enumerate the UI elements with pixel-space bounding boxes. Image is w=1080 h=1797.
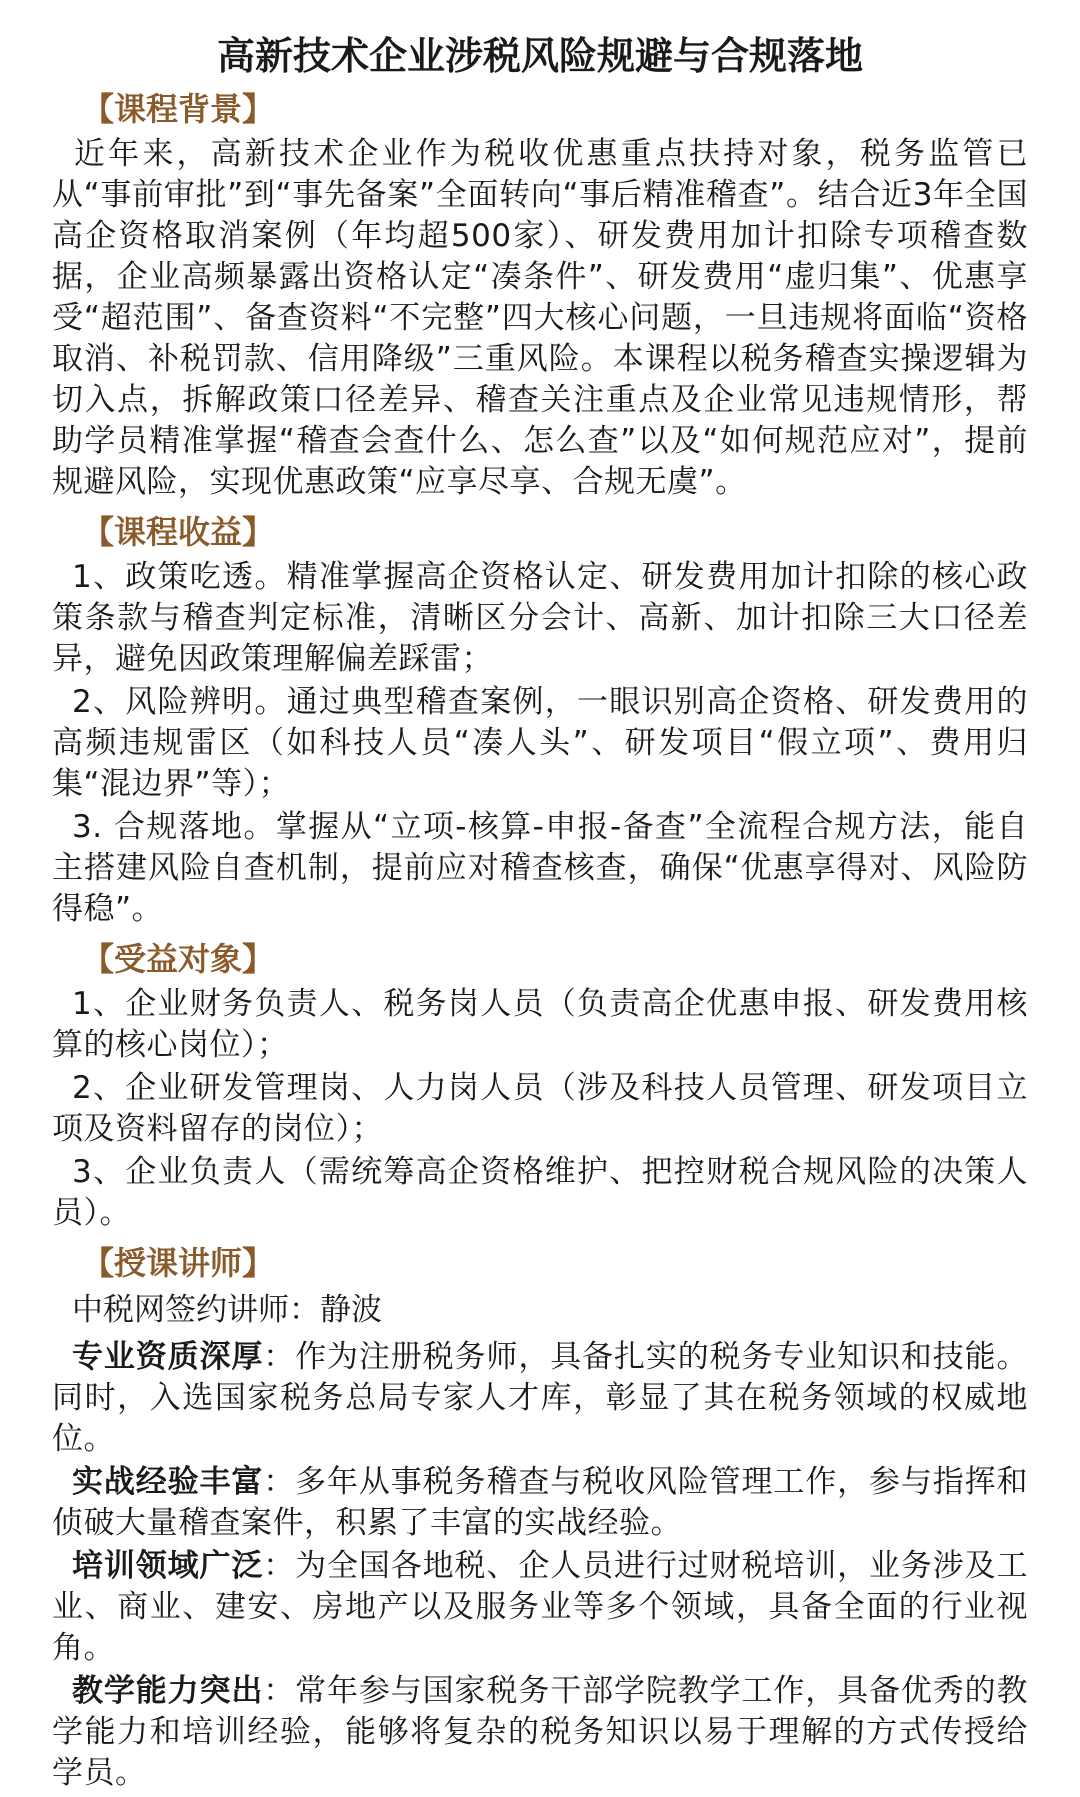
section-benefits <box>52 511 1028 930</box>
page-title: 高新技术企业涉税风险规避与合规落地 <box>216 34 863 78</box>
section-heading-audience: 【受益对象】 <box>82 940 275 978</box>
background-text: 近年来，高新技术企业作为税收优惠重点扶持对象，税务监管已从“事前审批”到“事先备案”全面转向“事后精准稽查”。结合近3年全国高企资格取消案例（年均超500家）、研发费用加计扣除专项稽查数据，企业高频暴露出资格认定“凑条件”、研发费用“虚归集”、优惠享受“超范围”、备查资料“不完整”四大核心问题，一旦违规将面临“资格取消、补税罚款、信用降级”三重风险。本课程以税务稽查实操逻辑为切入点，拆解政策口径差异、稽查关注重点及企业常见违规情形，帮助学员精准掌握“稽查会查什么、怎么查”以及“如何规范应对”，提前规避风险，实现优惠政策“应享尽享、合规无虞”。 <box>52 136 1028 500</box>
lecturer-point-text: ：为全国各地税、企人员进行过财税培训，业务涉及工业、商业、建安、房地产以及服务业等多个领域，具备全面的行业视角。 <box>52 1548 1029 1666</box>
benefit-item-1: 1、政策吃透。精准掌握高企资格认定、研发费用加计扣除的核心政策条款与稽查判定标准，清晰区分会计、高新、加计扣除三大口径差异，避免因政策理解偏差踩雷； <box>52 559 1028 677</box>
lecturer-point-label: 培训领域广泛 <box>72 1548 264 1584</box>
lecturer-point-4 <box>52 1671 1028 1794</box>
lecturer-point-label: 教学能力突出 <box>72 1673 264 1709</box>
section-heading-benefits: 【课程收益】 <box>82 513 275 551</box>
section-audience <box>52 938 1028 1234</box>
audience-item-3: 3、企业负责人（需统筹高企资格维护、把控财税合规风险的决策人员）。 <box>52 1154 1028 1231</box>
section-heading-background: 【课程背景】 <box>82 90 275 128</box>
lecturer-point-text: ：作为注册税务师，具备扎实的税务专业知识和技能。同时，入选国家税务总局专家人才库，彰显了其在税务领域的权威地位。 <box>52 1339 1029 1457</box>
lecturer-point-text: ：常年参与国家税务干部学院教学工作，具备优秀的教学能力和培训经验，能够将复杂的税务知识以易于理解的方式传授给学员。 <box>52 1673 1029 1791</box>
audience-item-1: 1、企业财务负责人、税务岗人员（负责高企优惠申报、研发费用核算的核心岗位）； <box>52 986 1028 1063</box>
lecturer-point-text: ：多年从事税务稽查与税收风险管理工作，参与指挥和侦破大量稽查案件，积累了丰富的实战经验。 <box>52 1464 1029 1541</box>
lecturer-point-label: 实战经验丰富 <box>72 1464 264 1500</box>
benefit-item-2: 2、风险辨明。通过典型稽查案例，一眼识别高企资格、研发费用的高频违规雷区（如科技人员“凑人头”、研发项目“假立项”、费用归集“混边界”等）； <box>52 684 1028 802</box>
lecturer-point-3 <box>52 1546 1028 1669</box>
lecturer-point-1 <box>52 1337 1028 1460</box>
lecturer-name-line: 中税网签约讲师：静波 <box>72 1292 382 1328</box>
section-lecturer <box>52 1242 1028 1794</box>
audience-item-2: 2、企业研发管理岗、人力岗人员（涉及科技人员管理、研发项目立项及资料留存的岗位）； <box>52 1070 1028 1147</box>
lecturer-point-label: 专业资质深厚 <box>72 1339 264 1375</box>
section-heading-lecturer: 【授课讲师】 <box>82 1244 275 1282</box>
benefit-item-3: 3. 合规落地。掌握从“立项-核算-申报-备查”全流程合规方法，能自主搭建风险自查机制，提前应对稽查核查，确保“优惠享得对、风险防得稳”。 <box>52 809 1028 927</box>
section-background <box>52 88 1028 503</box>
lecturer-point-2 <box>52 1462 1028 1544</box>
